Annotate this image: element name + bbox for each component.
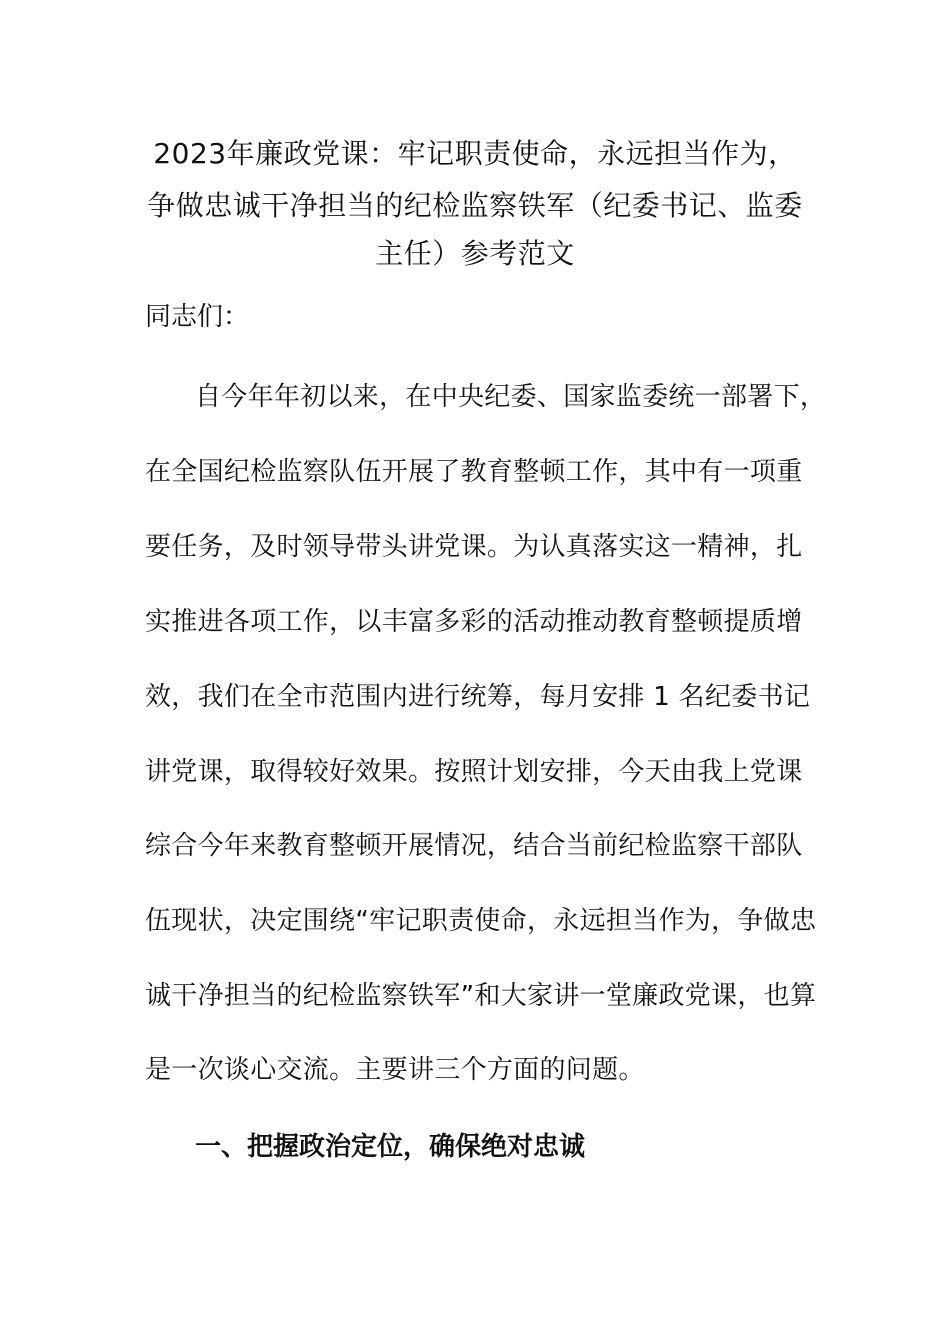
document-title-line-1: 2023年廉政党课：牢记职责使命，永远担当作为，	[153, 137, 797, 170]
document-title-line-3: 主任）参考范文	[375, 237, 575, 270]
body-line-4: 实推进各项工作，以丰富多彩的活动推动教育整顿提质增	[145, 607, 803, 637]
document-title-line-2: 争做忠诚干净担当的纪检监察铁军（纪委书记、监委	[147, 189, 803, 222]
body-line-1: 自今年年初以来，在中央纪委、国家监委统一部署下，	[195, 382, 827, 412]
body-line-3: 要任务，及时领导带头讲党课。为认真落实这一精神，扎	[145, 532, 803, 562]
salutation: 同志们：	[145, 302, 250, 332]
body-line-6: 讲党课，取得较好效果。按照计划安排，今天由我上党课	[145, 757, 803, 787]
body-line-9: 诚干净担当的纪检监察铁军”和大家讲一堂廉政党课，也算	[145, 981, 817, 1011]
body-line-2: 在全国纪检监察队伍开展了教育整顿工作，其中有一项重	[145, 457, 803, 487]
body-line-8: 伍现状，决定围绕“牢记职责使命，永远担当作为，争做忠	[145, 906, 817, 936]
body-line-10: 是一次谈心交流。主要讲三个方面的问题。	[145, 1055, 645, 1085]
section-heading: 一、把握政治定位，确保绝对忠诚	[195, 1132, 586, 1162]
body-line-7: 综合今年来教育整顿开展情况，结合当前纪检监察干部队	[145, 831, 803, 861]
body-line-5: 效，我们在全市范围内进行统筹，每月安排 1 名纪委书记	[145, 682, 811, 712]
